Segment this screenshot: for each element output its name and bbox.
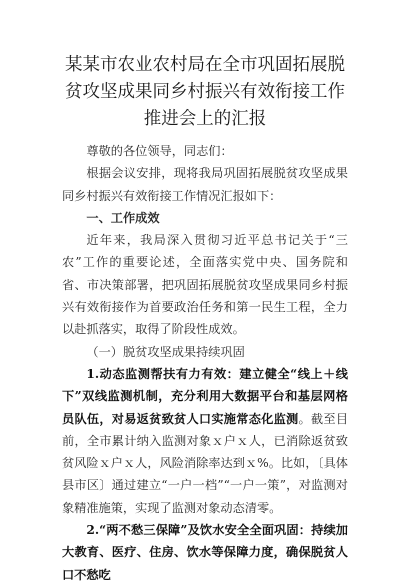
item-lead-monitoring: 1.动态监测帮扶有力有效：建立健全“线上＋线下”双线监测机制，充分利用大数据平台和基层网格员队伍，对易返贫致贫人口实施常态化监测 bbox=[62, 366, 348, 426]
section-paragraph-overview: 近年来，我局深入贯彻习近平总书记关于“三农”工作的重要论述，全面落实党中央、国务院和省、市决策部署，把巩固拓展脱贫攻坚成果同乡村振兴有效衔接作为首要政治任务和第一民生工程，全力以赴抓落实，取得了阶段性成效。 bbox=[62, 233, 348, 337]
document-title: 某某市农业农村局在全市巩固拓展脱贫攻坚成果同乡村振兴有效衔接工作推进会上的汇报 bbox=[65, 55, 345, 129]
subsection-heading-consolidation: （一）脱贫攻坚成果持续巩固 bbox=[86, 344, 245, 359]
section-heading-work-results: 一、工作成效 bbox=[86, 210, 160, 225]
item-lead-guarantees: 2.“两不愁三保障”及饮水安全全面巩固：持续加大教育、医疗、住房、饮水等保障力度，确保脱贫人口不愁吃 bbox=[62, 523, 348, 582]
greeting: 尊敬的各位领导，同志们： bbox=[86, 144, 233, 158]
item-body-monitoring: 。截至目前，全市累计纳入监测对象ｘ户ｘ人，已消除返贫致贫风险ｘ户ｘ人，风险消除率达到ｘ%。比如，〔具体县市区〕通过建立“一户一档”“一户一策”，对监测对象精准施策，实现了监测对象动态清零。 bbox=[62, 411, 349, 515]
item-paragraph-guarantees bbox=[62, 519, 348, 586]
intro-paragraph: 根据会议安排，现将我局巩固拓展脱贫攻坚成果同乡村振兴有效衔接工作情况汇报如下： bbox=[62, 166, 348, 203]
item-paragraph-monitoring bbox=[62, 363, 348, 519]
